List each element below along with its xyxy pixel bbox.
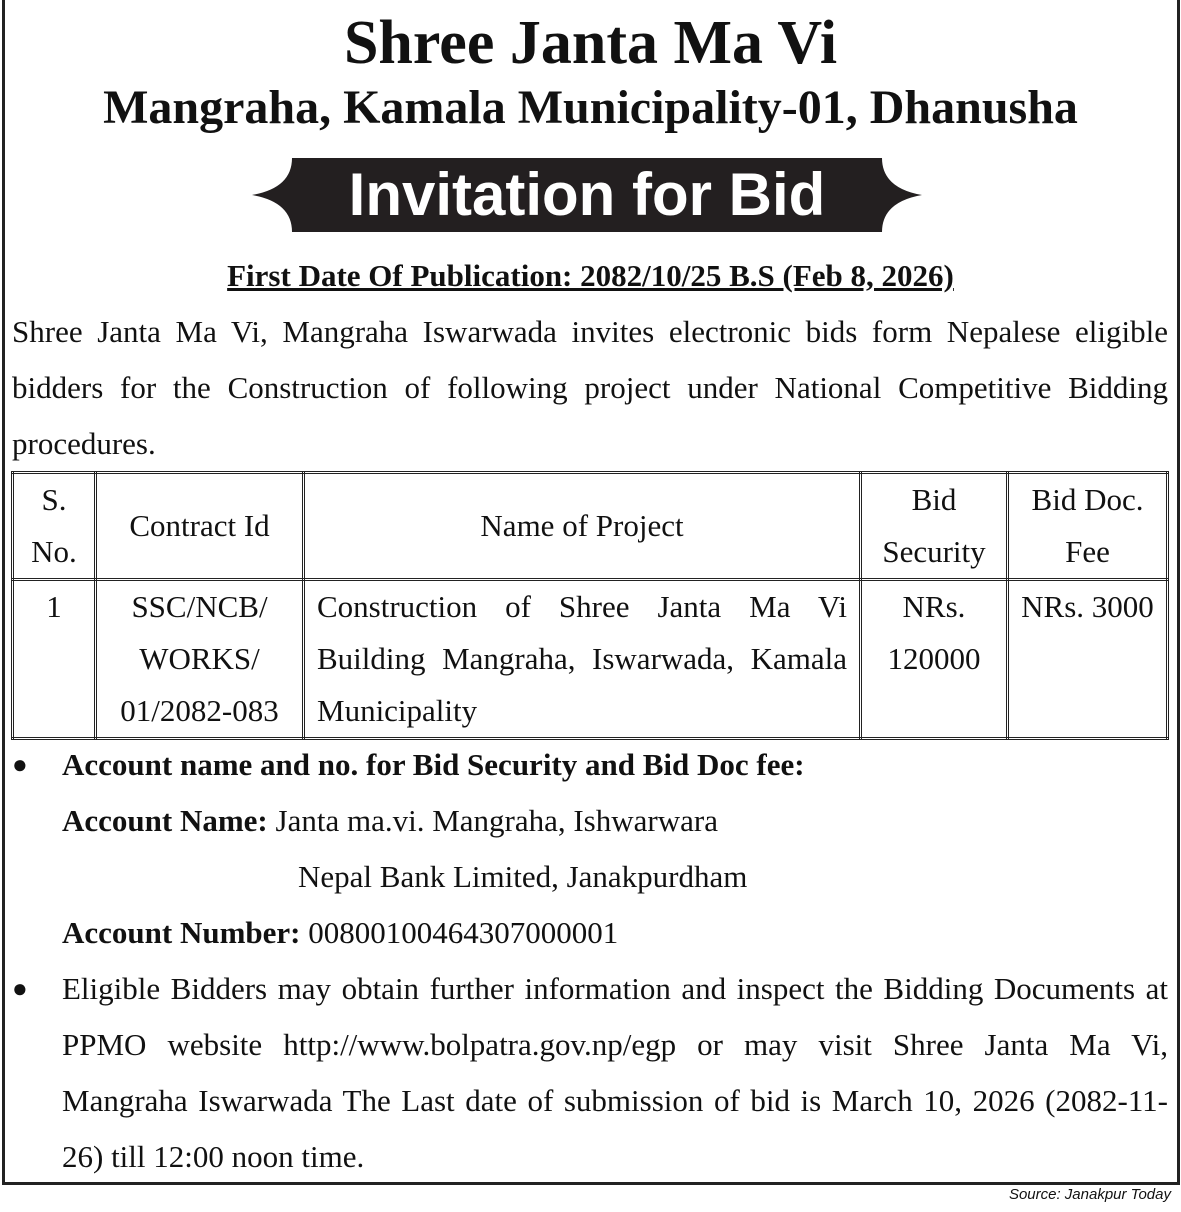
invitation-banner [252,158,922,232]
cell-bid-security: NRs. 120000 [861,580,1008,739]
header-bid-fee: Bid Doc. Fee [1008,473,1168,580]
account-heading: Account name and no. for Bid Security and Bid Doc fee: [62,747,805,782]
header-sn: S. No. [13,473,96,580]
cell-bid-fee: NRs. 3000 [1008,580,1168,739]
header-project: Name of Project [304,473,861,580]
header-contract-id: Contract Id [96,473,304,580]
school-address: Mangraha, Kamala Municipality-01, Dhanusha [103,81,1078,134]
account-number-label: Account Number: [62,915,301,950]
bank-name: Nepal Bank Limited, Janakpurdham [298,859,748,894]
table-row [13,580,1168,739]
school-name: Shree Janta Ma Vi [343,9,838,77]
notice-text: Eligible Bidders may obtain further information and inspect the Bidding Documents at PPMO website http://www.bolpatra.gov.np/egp or may visit Shree Janta Ma Vi, Mangraha Iswarwada The Last date of submission of bid is March 10, 2026 (2082-11-26) till 12:00 noon time. [62,971,1168,1174]
account-section [12,737,1168,961]
bullet-icon: ● [12,974,28,1003]
banner-title: Invitation for Bid [348,161,826,228]
cell-contract-id: SSC/NCB/ WORKS/ 01/2082-083 [96,580,304,739]
account-number-value: 00800100464307000001 [308,915,619,950]
account-name-value: Janta ma.vi. Mangraha, Ishwarwara [275,803,718,838]
publication-date: First Date Of Publication: 2082/10/25 B.S (Feb 8, 2026) [227,258,954,293]
source-credit: Source: Janakpur Today [1008,1186,1171,1203]
bullet-icon: ● [12,750,28,779]
account-name-label: Account Name: [62,803,268,838]
cell-sn: 1 [13,580,96,739]
table-header-row [13,473,1168,580]
bid-table [11,471,1169,740]
header-bid-security: Bid Security [861,473,1008,580]
cell-project: Construction of Shree Janta Ma Vi Building Mangraha, Iswarwada, Kamala Municipality [304,580,861,739]
intro-paragraph: Shree Janta Ma Vi, Mangraha Iswarwada invites electronic bids form Nepalese eligible bidders for the Construction of following project under National Competitive Bidding procedures. [12,314,1168,461]
